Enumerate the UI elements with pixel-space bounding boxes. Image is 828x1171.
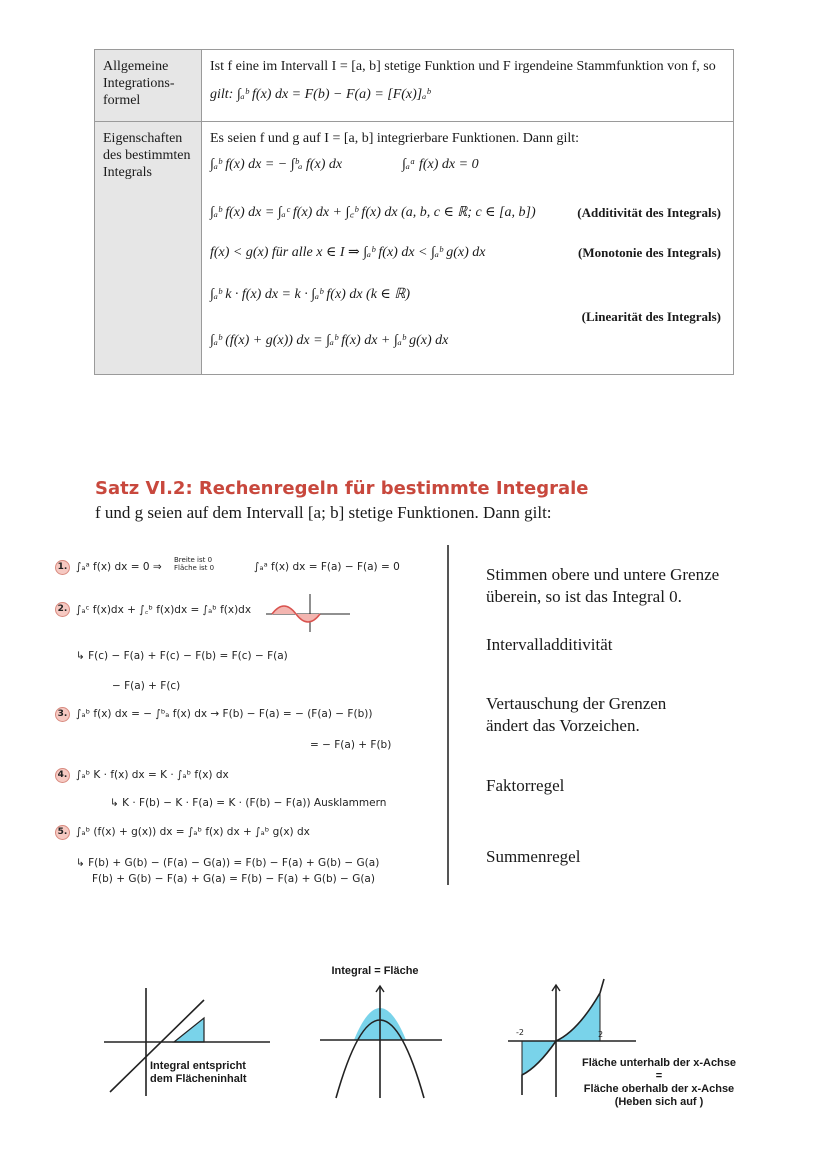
shaded-area <box>174 1018 204 1042</box>
eigenschaften-intro: Es seien f und g auf I = [a, b] integrierbare Funktionen. Dann gilt: <box>210 131 580 146</box>
rule-1-number: 1. <box>55 560 70 575</box>
rule-2-formula: ∫ₐᶜ f(x)dx + ∫꜀ᵇ f(x)dx = ∫ₐᵇ f(x)dx <box>76 604 252 616</box>
explanation-line: ändert das Vorzeichen. <box>486 716 640 735</box>
rule-5-step2: F(b) + G(b) − F(a) + G(a) = F(b) − F(a) + G(b) − G(a) <box>92 873 375 885</box>
rule-1-formula2: ∫ₐᵃ f(x) dx = F(a) − F(a) = 0 <box>254 561 400 573</box>
integrationsformel-content <box>202 50 734 122</box>
label-line: Integrations- <box>103 76 175 91</box>
label-line: des bestimmten <box>103 148 191 163</box>
caption-line: (Heben sich auf ) <box>614 1096 704 1108</box>
eigenschaften-content <box>202 122 734 375</box>
integrationsformel-formula: gilt: ∫ₐᵇ f(x) dx = F(b) − F(a) = [F(x)]ₐᵇ <box>210 87 431 102</box>
shaded-area-positive <box>556 993 600 1041</box>
formula-table <box>94 49 734 375</box>
label-eigenschaften <box>95 122 202 375</box>
explanation-line: Vertauschung der Grenzen <box>486 694 667 713</box>
rule-5-step1: ↳ F(b) + G(b) − (F(a) − G(a)) = F(b) − F(a) + G(b) − G(a) <box>76 857 380 869</box>
label-allgemeine-integrationsformel <box>95 50 202 122</box>
graph-parabola <box>316 982 446 1102</box>
explanation-rule-4: Faktorregel <box>486 776 565 795</box>
label-line: formel <box>103 93 141 108</box>
tick-label-left: -2 <box>516 1028 524 1037</box>
explanation-rule-2: Intervalladditivität <box>486 635 613 654</box>
formula-additivitaet: ∫ₐᵇ f(x) dx = ∫ₐᶜ f(x) dx + ∫꜀ᵇ f(x) dx (a, b, c ∈ ℝ; c ∈ [a, b]) <box>210 205 536 220</box>
satz-subtitle: f und g seien auf dem Intervall [a; b] stetige Funktionen. Dann gilt: <box>95 503 552 522</box>
rule-4-step: ↳ K · F(b) − K · F(a) = K · (F(b) − F(a)) Ausklammern <box>110 797 387 809</box>
rule-4-number: 4. <box>55 768 70 783</box>
formula-summe: ∫ₐᵇ (f(x) + g(x)) dx = ∫ₐᵇ f(x) dx + ∫ₐᵇ g(x) dx <box>210 333 449 348</box>
column-divider <box>447 545 449 885</box>
rule-2-step1: ↳ F(c) − F(a) + F(c) − F(b) = F(c) − F(a) <box>76 650 288 662</box>
label-line: Allgemeine <box>103 59 169 74</box>
tag-linearitaet: (Linearität des Integrals) <box>581 309 721 324</box>
rule-2-number: 2. <box>55 602 70 617</box>
graph-3-caption <box>564 1057 754 1109</box>
explanation-line: überein, so ist das Integral 0. <box>486 587 682 606</box>
rule-5-number: 5. <box>55 825 70 840</box>
rule-1-formula: ∫ₐᵃ f(x) dx = 0 ⇒ <box>76 561 162 573</box>
formula-vertauschung: ∫ₐᵇ f(x) dx = − ∫ᵇₐ f(x) dx <box>210 157 343 172</box>
rule-1-note-line: Fläche ist 0 <box>174 564 215 572</box>
tick-label-right: 2 <box>598 1030 604 1039</box>
formula-faktor: ∫ₐᵇ k · f(x) dx = k · ∫ₐᵇ f(x) dx (k ∈ ℝ) <box>210 287 411 302</box>
tag-additivitaet: (Additivität des Integrals) <box>577 205 721 220</box>
formula-gleiche-grenzen: ∫ₐᵃ f(x) dx = 0 <box>402 157 479 172</box>
caption-line: Fläche oberhalb der x-Achse <box>583 1083 735 1095</box>
rule-1-note-line: Breite ist 0 <box>174 556 213 564</box>
caption-line: = <box>655 1070 663 1082</box>
label-line: Integrals <box>103 165 152 180</box>
rule-2-step2: − F(a) + F(c) <box>112 680 181 692</box>
rule-4-formula: ∫ₐᵇ K · f(x) dx = K · ∫ₐᵇ f(x) dx <box>76 769 229 781</box>
caption-line: dem Flächeninhalt <box>150 1073 247 1085</box>
explanation-rule-5: Summenregel <box>486 847 581 866</box>
shaded-area-negative <box>522 1041 556 1075</box>
caption-line: Integral entspricht <box>150 1060 246 1072</box>
rule-1-note <box>174 556 214 572</box>
tag-monotonie: (Monotonie des Integrals) <box>578 245 721 260</box>
rule-2-sine-sketch <box>262 592 354 634</box>
graph-1-caption <box>150 1060 310 1086</box>
label-line: Eigenschaften <box>103 131 183 146</box>
explanation-rule-3 <box>486 693 666 737</box>
rule-3-formula: ∫ₐᵇ f(x) dx = − ∫ᵇₐ f(x) dx → F(b) − F(a) = − (F(a) − F(b)) <box>76 708 373 720</box>
rule-5-formula: ∫ₐᵇ (f(x) + g(x)) dx = ∫ₐᵇ f(x) dx + ∫ₐᵇ g(x) dx <box>76 826 310 838</box>
explanation-line: Stimmen obere und untere Grenze <box>486 565 720 584</box>
integrationsformel-text: Ist f eine im Intervall I = [a, b] stetige Funktion und F irgendeine Stammfunktion von f, so <box>210 59 716 74</box>
rule-3-number: 3. <box>55 707 70 722</box>
graph-2-title: Integral = Fläche <box>331 965 419 977</box>
formula-monotonie: f(x) < g(x) für alle x ∈ I ⇒ ∫ₐᵇ f(x) dx < ∫ₐᵇ g(x) dx <box>210 245 486 260</box>
caption-line: Fläche unterhalb der x-Achse <box>581 1057 737 1069</box>
explanation-rule-1 <box>486 564 719 608</box>
satz-title: Satz VI.2: Rechenregeln für bestimmte Integrale <box>95 478 589 499</box>
rule-3-step: = − F(a) + F(b) <box>310 739 392 751</box>
sine-curve <box>272 606 320 622</box>
